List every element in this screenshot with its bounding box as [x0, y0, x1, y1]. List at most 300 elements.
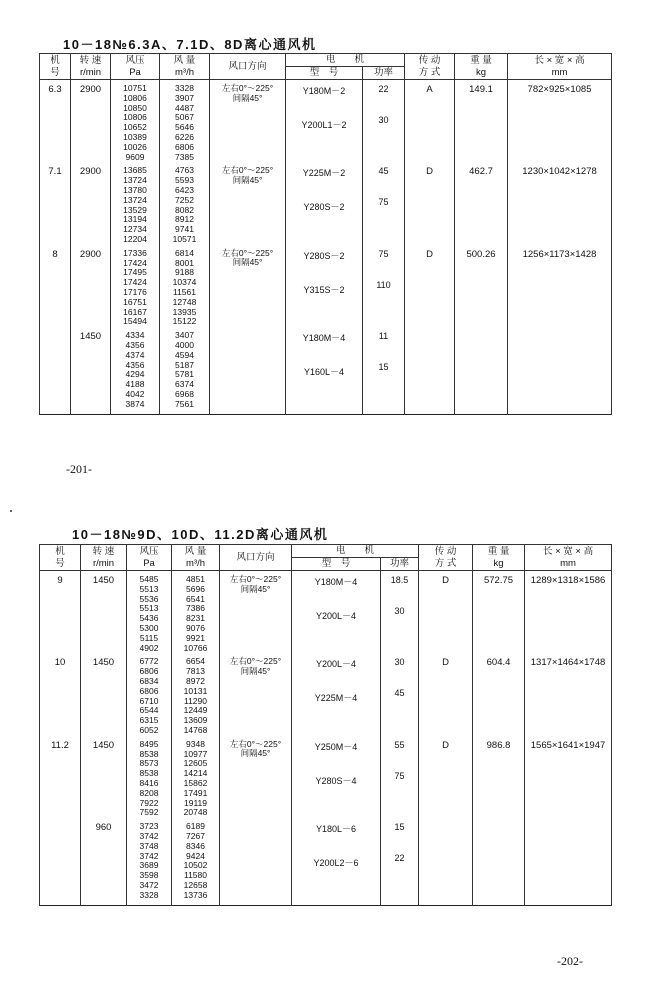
motor-model: Y225M－4 [314, 693, 358, 704]
pressure-value: 5115 [139, 632, 159, 643]
dimensions-cell: 1317×1464×1748 [525, 653, 612, 735]
flow-value: 8001 [175, 257, 194, 268]
drive-cell: D [419, 736, 473, 818]
weight-cell [455, 327, 508, 414]
outlet-direction-cell [210, 162, 286, 244]
dimensions-cell: 782×925×1085 [508, 80, 612, 163]
flow-value: 8082 [175, 204, 194, 215]
table-row [40, 327, 612, 414]
pressure-value: 7922 [139, 797, 159, 808]
flow-value: 4487 [175, 102, 194, 113]
flow-cell [172, 653, 220, 735]
pressure-value: 3723 [139, 821, 159, 832]
motor-power: 15 [378, 362, 389, 373]
pressure-value: 8538 [139, 748, 159, 759]
flow-value: 4851 [186, 574, 205, 584]
speed-cell: 960 [81, 818, 127, 905]
flow-value: 5067 [175, 112, 194, 123]
motor-model: Y250M－4 [314, 741, 358, 752]
flow-value: 8346 [186, 840, 205, 851]
pressure-value: 8538 [139, 768, 159, 779]
outlet-direction-range: 左右0°～225° [221, 247, 274, 258]
motor-model-cell [292, 653, 381, 735]
flow-value: 6541 [186, 593, 205, 604]
pressure-value: 17336 [123, 247, 147, 258]
header-machine-no: 机 号 [40, 54, 71, 80]
pressure-value: 8495 [139, 738, 159, 749]
outlet-direction-interval: 间隔45° [240, 665, 271, 676]
flow-values [160, 249, 209, 327]
motor-model: Y280S－4 [315, 775, 357, 786]
motor-power-cell [381, 818, 419, 905]
header-dimensions: 长 × 宽 × 高 mm [508, 54, 612, 80]
outlet-direction-cell [210, 245, 286, 327]
header-outlet-direction: 风口方向 [210, 54, 286, 80]
header-weight: 重 量 kg [473, 545, 525, 571]
flow-value: 15862 [183, 777, 208, 788]
pressure-value: 10806 [123, 112, 147, 123]
pressure-value: 8573 [139, 758, 159, 769]
flow-value: 12658 [183, 879, 208, 890]
flow-value: 3328 [175, 83, 194, 93]
header-flow: 风 量 m³/h [172, 545, 220, 571]
pressure-value: 7592 [139, 807, 159, 818]
speed-cell: 2900 [71, 245, 111, 327]
pressure-value: 4902 [139, 642, 159, 653]
pressure-value: 3742 [139, 850, 159, 861]
weight-cell: 500.26 [455, 245, 508, 327]
pressure-cell [111, 245, 160, 327]
pressure-value: 16751 [123, 296, 147, 307]
pressure-value: 13685 [123, 165, 147, 176]
motor-model: Y180L－6 [315, 824, 357, 835]
pressure-value: 17424 [123, 257, 147, 268]
pressure-value: 10652 [123, 122, 147, 133]
dimensions-cell [508, 327, 612, 414]
pressure-value: 3472 [139, 879, 159, 890]
machine-no-cell: 9 [40, 571, 81, 654]
flow-value: 8231 [186, 613, 205, 624]
motor-power-cell [363, 327, 405, 414]
motor-power: 22 [394, 853, 405, 864]
outlet-direction-cell [210, 327, 286, 414]
pressure-value: 6544 [139, 705, 159, 716]
speed-cell: 1450 [81, 653, 127, 735]
pressure-cell [111, 327, 160, 414]
flow-values [172, 575, 219, 653]
motor-power: 22 [378, 84, 389, 94]
pressure-values [127, 822, 171, 900]
pressure-cell [111, 162, 160, 244]
pressure-value: 6806 [139, 685, 159, 696]
flow-value: 7561 [175, 398, 194, 409]
flow-value: 19119 [183, 797, 207, 808]
motor-model-cell [286, 327, 363, 414]
table-row [40, 80, 612, 163]
pressure-value: 5485 [139, 574, 159, 584]
flow-values [172, 657, 219, 735]
pressure-value: 10850 [123, 102, 147, 113]
flow-value: 9424 [186, 850, 205, 861]
flow-value: 4000 [175, 339, 194, 350]
drive-cell: D [405, 162, 455, 244]
motor-model: Y180M－2 [302, 86, 346, 96]
pressure-value: 10389 [123, 131, 147, 142]
pressure-values [127, 575, 171, 653]
outlet-direction-cell [210, 80, 286, 163]
pressure-value: 13194 [123, 214, 147, 225]
flow-value: 8912 [175, 214, 194, 225]
motor-power: 18.5 [390, 575, 409, 585]
drive-cell: D [419, 653, 473, 735]
motor-power-cell [363, 245, 405, 327]
flow-value: 5187 [175, 359, 194, 370]
flow-value: 5593 [175, 175, 194, 186]
header-dimensions: 长 × 宽 × 高 mm [525, 545, 612, 571]
pressure-value: 4334 [125, 330, 145, 341]
flow-value: 10131 [183, 685, 208, 696]
motor-power: 30 [378, 115, 389, 125]
motor-power: 30 [394, 606, 405, 616]
pressure-value: 5436 [139, 613, 159, 624]
header-machine-no: 机 号 [40, 545, 81, 571]
header-motor-power: 功率 [381, 558, 419, 571]
speed-cell: 2900 [71, 80, 111, 163]
motor-power-cell [363, 162, 405, 244]
weight-cell: 604.4 [473, 653, 525, 735]
motor-power-cell [381, 571, 419, 654]
pressure-cell [111, 80, 160, 163]
header-drive: 传 动 方 式 [405, 54, 455, 80]
flow-cell [160, 327, 210, 414]
motor-power: 75 [378, 248, 389, 259]
motor-model: Y200L－4 [315, 659, 357, 670]
pressure-value: 4042 [125, 388, 145, 399]
header-pressure: 风压 Pa [111, 54, 160, 80]
flow-values [172, 822, 219, 900]
pressure-values [111, 84, 159, 162]
drive-cell: D [405, 245, 455, 327]
table-row [40, 162, 612, 244]
dimensions-cell: 1230×1042×1278 [508, 162, 612, 244]
pressure-value: 5300 [139, 622, 159, 633]
motor-model: Y200L－4 [315, 611, 357, 621]
flow-cell [160, 80, 210, 163]
flow-value: 20748 [183, 807, 208, 818]
header-outlet-direction: 风口方向 [220, 545, 292, 571]
motor-model: Y180M－4 [302, 333, 346, 344]
header-pressure: 风压 Pa [127, 545, 172, 571]
pressure-cell [127, 653, 172, 735]
flow-value: 11580 [183, 870, 207, 881]
motor-power-cell [381, 736, 419, 818]
flow-value: 9348 [186, 738, 205, 749]
pressure-value: 10751 [123, 83, 147, 93]
flow-value: 9921 [186, 632, 205, 643]
pressure-value: 4356 [125, 339, 145, 350]
motor-power: 45 [378, 166, 389, 177]
dimensions-cell: 1565×1641×1947 [525, 736, 612, 818]
pressure-cell [127, 736, 172, 818]
page1-fan-spec-table [39, 53, 612, 415]
machine-no-cell: 6.3 [40, 80, 71, 163]
flow-values [172, 740, 219, 818]
flow-cell [160, 162, 210, 244]
flow-value: 11290 [183, 695, 207, 706]
flow-value: 7267 [186, 830, 205, 841]
flow-cell [172, 571, 220, 654]
flow-value: 15122 [172, 316, 197, 327]
pressure-value: 5513 [139, 603, 159, 614]
flow-value: 12748 [172, 296, 197, 307]
speed-cell: 1450 [81, 571, 127, 654]
motor-power: 110 [376, 279, 391, 290]
pressure-value: 8416 [139, 777, 159, 788]
flow-value: 7386 [186, 603, 205, 614]
page2-table-body [40, 571, 612, 906]
flow-value: 12605 [183, 758, 208, 769]
header-speed: 转 速 r/min [81, 545, 127, 571]
outlet-direction-interval: 间隔45° [240, 583, 271, 594]
motor-model: Y280S－2 [303, 250, 345, 261]
motor-model-cell [292, 818, 381, 905]
dimensions-cell [525, 818, 612, 905]
flow-value: 10977 [183, 748, 208, 759]
motor-model: Y200L1－2 [301, 120, 347, 130]
motor-model: Y225M－2 [302, 168, 346, 179]
flow-value: 10766 [183, 642, 208, 653]
pressure-values [127, 657, 171, 735]
pressure-value: 4356 [125, 359, 145, 370]
drive-cell [419, 818, 473, 905]
header-drive: 传 动 方 式 [419, 545, 473, 571]
table-row [40, 818, 612, 905]
pressure-value: 4294 [125, 369, 145, 380]
pressure-value: 4374 [125, 349, 145, 360]
motor-power: 75 [394, 770, 405, 781]
flow-cell [172, 818, 220, 905]
flow-value: 7252 [175, 194, 194, 205]
pressure-value: 3742 [139, 830, 159, 841]
pressure-value: 3748 [139, 840, 159, 851]
drive-cell [405, 327, 455, 414]
pressure-values [111, 249, 159, 327]
pressure-value: 17424 [123, 277, 147, 288]
outlet-direction-interval: 间隔45° [232, 174, 263, 185]
pressure-value: 17495 [123, 267, 147, 278]
pressure-value: 16167 [123, 306, 147, 317]
page1-title: 10－18№6.3A、7.1D、8D离心通风机 [63, 37, 317, 52]
pressure-value: 5513 [139, 583, 159, 594]
outlet-direction-cell [220, 736, 292, 818]
pressure-value: 13529 [123, 204, 147, 215]
motor-power: 11 [378, 331, 389, 342]
table-row [40, 736, 612, 818]
page1-page-number: -201- [66, 462, 92, 476]
weight-cell: 572.75 [473, 571, 525, 654]
pressure-cell [127, 571, 172, 654]
flow-value: 8972 [186, 675, 205, 686]
pressure-value: 12734 [123, 224, 147, 235]
weight-cell [473, 818, 525, 905]
motor-model-cell [286, 162, 363, 244]
weight-cell: 149.1 [455, 80, 508, 163]
flow-value: 13935 [172, 306, 197, 317]
motor-power: 30 [394, 657, 405, 668]
outlet-direction-interval: 间隔45° [240, 748, 271, 759]
pressure-value: 8208 [139, 787, 159, 798]
motor-power-cell [363, 80, 405, 163]
motor-model: Y200L2－6 [313, 858, 359, 869]
pressure-value: 10026 [123, 141, 147, 152]
pressure-value: 13724 [123, 175, 147, 186]
machine-no-cell [40, 818, 81, 905]
motor-model-cell [292, 736, 381, 818]
flow-values [160, 166, 209, 244]
table-row [40, 571, 612, 654]
outlet-direction-cell [220, 818, 292, 905]
pressure-value: 6806 [139, 666, 159, 677]
outlet-direction-interval: 间隔45° [232, 257, 263, 268]
flow-value: 9076 [186, 622, 205, 633]
pressure-value: 6772 [139, 656, 159, 667]
pressure-value: 13724 [123, 194, 147, 205]
pressure-value: 6315 [139, 715, 159, 726]
header-flow: 风 量 m³/h [160, 54, 210, 80]
scan-speck [10, 510, 12, 512]
flow-value: 6968 [175, 388, 194, 399]
flow-value: 13609 [183, 715, 208, 726]
flow-value: 7385 [175, 151, 194, 162]
flow-value: 4763 [175, 165, 194, 176]
flow-value: 6814 [175, 247, 194, 258]
flow-value: 5696 [186, 583, 205, 594]
drive-cell: D [419, 571, 473, 654]
machine-no-cell: 7.1 [40, 162, 71, 244]
table-row [40, 245, 612, 327]
motor-model: Y315S－2 [303, 284, 345, 295]
header-motor-model: 型 号 [292, 558, 381, 571]
table-row [40, 653, 612, 735]
pressure-value: 9609 [125, 151, 145, 162]
pressure-values [111, 331, 159, 409]
weight-cell: 986.8 [473, 736, 525, 818]
machine-no-cell: 10 [40, 653, 81, 735]
pressure-value: 15494 [123, 316, 147, 327]
flow-value: 5646 [175, 122, 194, 133]
flow-value: 13736 [183, 889, 208, 900]
page2-page-number: -202- [557, 954, 583, 968]
flow-value: 3407 [175, 330, 194, 341]
motor-power: 55 [394, 739, 405, 750]
motor-model: Y160L－4 [303, 367, 345, 378]
outlet-direction-range: 左右0°～225° [229, 574, 282, 584]
flow-value: 5781 [175, 369, 194, 380]
dimensions-cell: 1256×1173×1428 [508, 245, 612, 327]
flow-value: 9188 [175, 267, 194, 278]
dimensions-cell: 1289×1318×1586 [525, 571, 612, 654]
header-speed: 转 速 r/min [71, 54, 111, 80]
pressure-value: 6834 [139, 675, 159, 686]
pressure-value: 3598 [139, 870, 159, 881]
pressure-value: 12204 [123, 233, 147, 244]
motor-model-cell [286, 80, 363, 163]
flow-value: 11561 [172, 286, 196, 297]
motor-power: 15 [394, 822, 405, 833]
motor-model: Y280S－2 [303, 202, 345, 213]
flow-value: 3907 [175, 92, 194, 103]
flow-value: 6226 [175, 131, 194, 142]
flow-value: 14214 [183, 768, 208, 779]
page2-title: 10－18№9D、10D、11.2D离心通风机 [72, 527, 329, 542]
flow-value: 14768 [183, 724, 208, 735]
flow-value: 10571 [172, 233, 197, 244]
outlet-direction-cell [220, 571, 292, 654]
machine-no-cell: 8 [40, 245, 71, 327]
flow-value: 10502 [183, 860, 208, 871]
flow-cell [160, 245, 210, 327]
motor-power: 75 [378, 197, 389, 208]
flow-values [160, 84, 209, 162]
machine-no-cell [40, 327, 71, 414]
outlet-direction-cell [220, 653, 292, 735]
flow-value: 7813 [186, 666, 205, 677]
outlet-direction-range: 左右0°～225° [229, 738, 282, 749]
motor-model: Y180M－4 [314, 577, 358, 587]
flow-value: 10374 [172, 277, 197, 288]
speed-cell: 1450 [81, 736, 127, 818]
pressure-value: 3689 [139, 860, 159, 871]
pressure-cell [127, 818, 172, 905]
flow-value: 6423 [175, 184, 194, 195]
header-motor: 电 机 [292, 545, 419, 558]
motor-model-cell [286, 245, 363, 327]
motor-power-cell [381, 653, 419, 735]
pressure-value: 17176 [123, 286, 147, 297]
outlet-direction-range: 左右0°～225° [229, 656, 282, 667]
flow-value: 6806 [175, 141, 194, 152]
motor-model-cell [292, 571, 381, 654]
pressure-values [111, 166, 159, 244]
pressure-value: 3328 [139, 889, 159, 900]
pressure-value: 10806 [123, 92, 147, 103]
flow-value: 6374 [175, 379, 194, 390]
flow-cell [172, 736, 220, 818]
flow-value: 6654 [186, 656, 205, 667]
weight-cell: 462.7 [455, 162, 508, 244]
pressure-values [127, 740, 171, 818]
flow-values [160, 331, 209, 409]
speed-cell: 1450 [71, 327, 111, 414]
outlet-direction-range: 左右0°～225° [221, 83, 274, 93]
header-motor-power: 功率 [363, 67, 405, 80]
pressure-value: 4188 [125, 379, 145, 390]
speed-cell: 2900 [71, 162, 111, 244]
pressure-value: 5536 [139, 593, 159, 604]
pressure-value: 6710 [139, 695, 159, 706]
drive-cell: A [405, 80, 455, 163]
machine-no-cell: 11.2 [40, 736, 81, 818]
flow-value: 12449 [183, 705, 208, 716]
outlet-direction-interval: 间隔45° [232, 92, 263, 103]
pressure-value: 13780 [123, 184, 147, 195]
pressure-value: 3874 [125, 398, 145, 409]
flow-value: 17491 [183, 787, 208, 798]
pressure-value: 6052 [139, 724, 159, 735]
flow-value: 4594 [175, 349, 194, 360]
page1-table-body [40, 80, 612, 415]
flow-value: 6189 [186, 821, 205, 832]
